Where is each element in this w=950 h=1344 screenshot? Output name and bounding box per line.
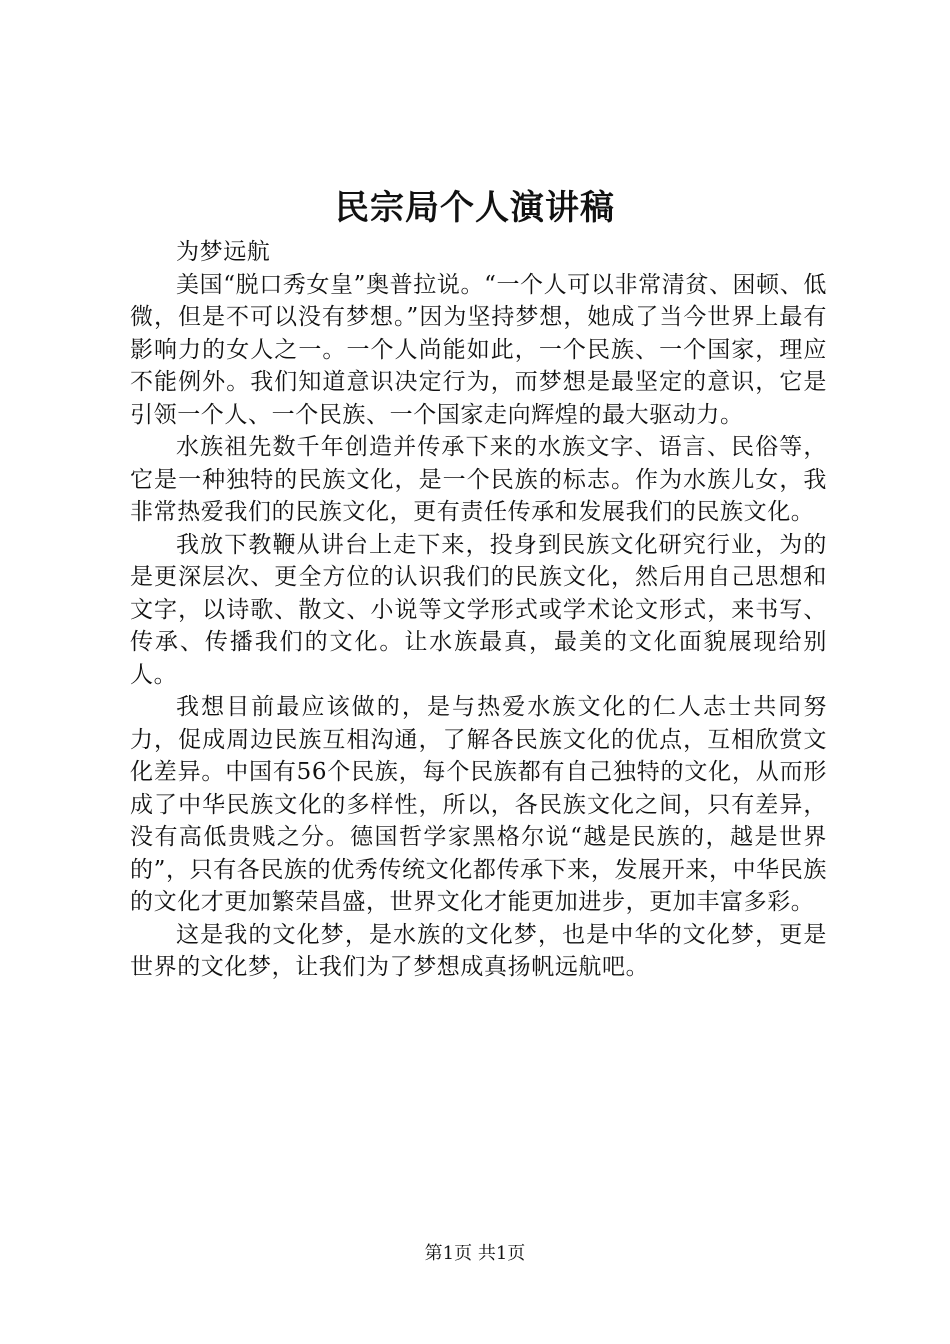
document-title: 民宗局个人演讲稿 [335,188,615,228]
paragraph: 我想目前最应该做的，是与热爱水族文化的仁人志士共同努力，促成周边民族互相沟通，了解各民族文化的优点，互相欣赏文化差异。中国有56个民族，每个民族都有自己独特的文化，从而形成了中华民族文化的多样性，所以，各民族文化之间，只有差异，没有高低贵贱之分。德国哲学家黑格尔说“越是民族的，越是世界的”，只有各民族的优秀传统文化都传承下来，发展开来，中华民族的文化才更加繁荣昌盛，世界文化才能更加进步，更加丰富多彩。 [130,694,827,915]
paragraph: 美国“脱口秀女皇”奥普拉说。“一个人可以非常清贫、困顿、低微，但是不可以没有梦想。”因为坚持梦想，她成了当今世界上最有影响力的女人之一。一个人尚能如此，一个民族、一个国家，理应不能例外。我们知道意识决定行为，而梦想是最坚定的意识，它是引领一个人、一个民族、一个国家走向辉煌的最大驱动力。 [130,271,827,428]
paragraph: 水族祖先数千年创造并传承下来的水族文字、语言、民俗等，它是一种独特的民族文化，是一个民族的标志。作为水族儿女，我非常热爱我们的民族文化，更有责任传承和发展我们的民族文化。 [130,434,827,525]
document-body [130,236,827,984]
page-footer: 第1页 共1页 [424,1243,526,1264]
paragraph: 我放下教鞭从讲台上走下来，投身到民族文化研究行业，为的是更深层次、更全方位的认识我们的民族文化，然后用自己思想和文字，以诗歌、散文、小说等文学形式或学术论文形式，来书写、传承、传播我们的文化。让水族最真，最美的文化面貌展现给别人。 [130,531,827,688]
paragraph: 这是我的文化梦，是水族的文化梦，也是中华的文化梦，更是世界的文化梦，让我们为了梦想成真扬帆远航吧。 [130,921,827,980]
paragraph-subtitle: 为梦远航 [176,239,271,265]
